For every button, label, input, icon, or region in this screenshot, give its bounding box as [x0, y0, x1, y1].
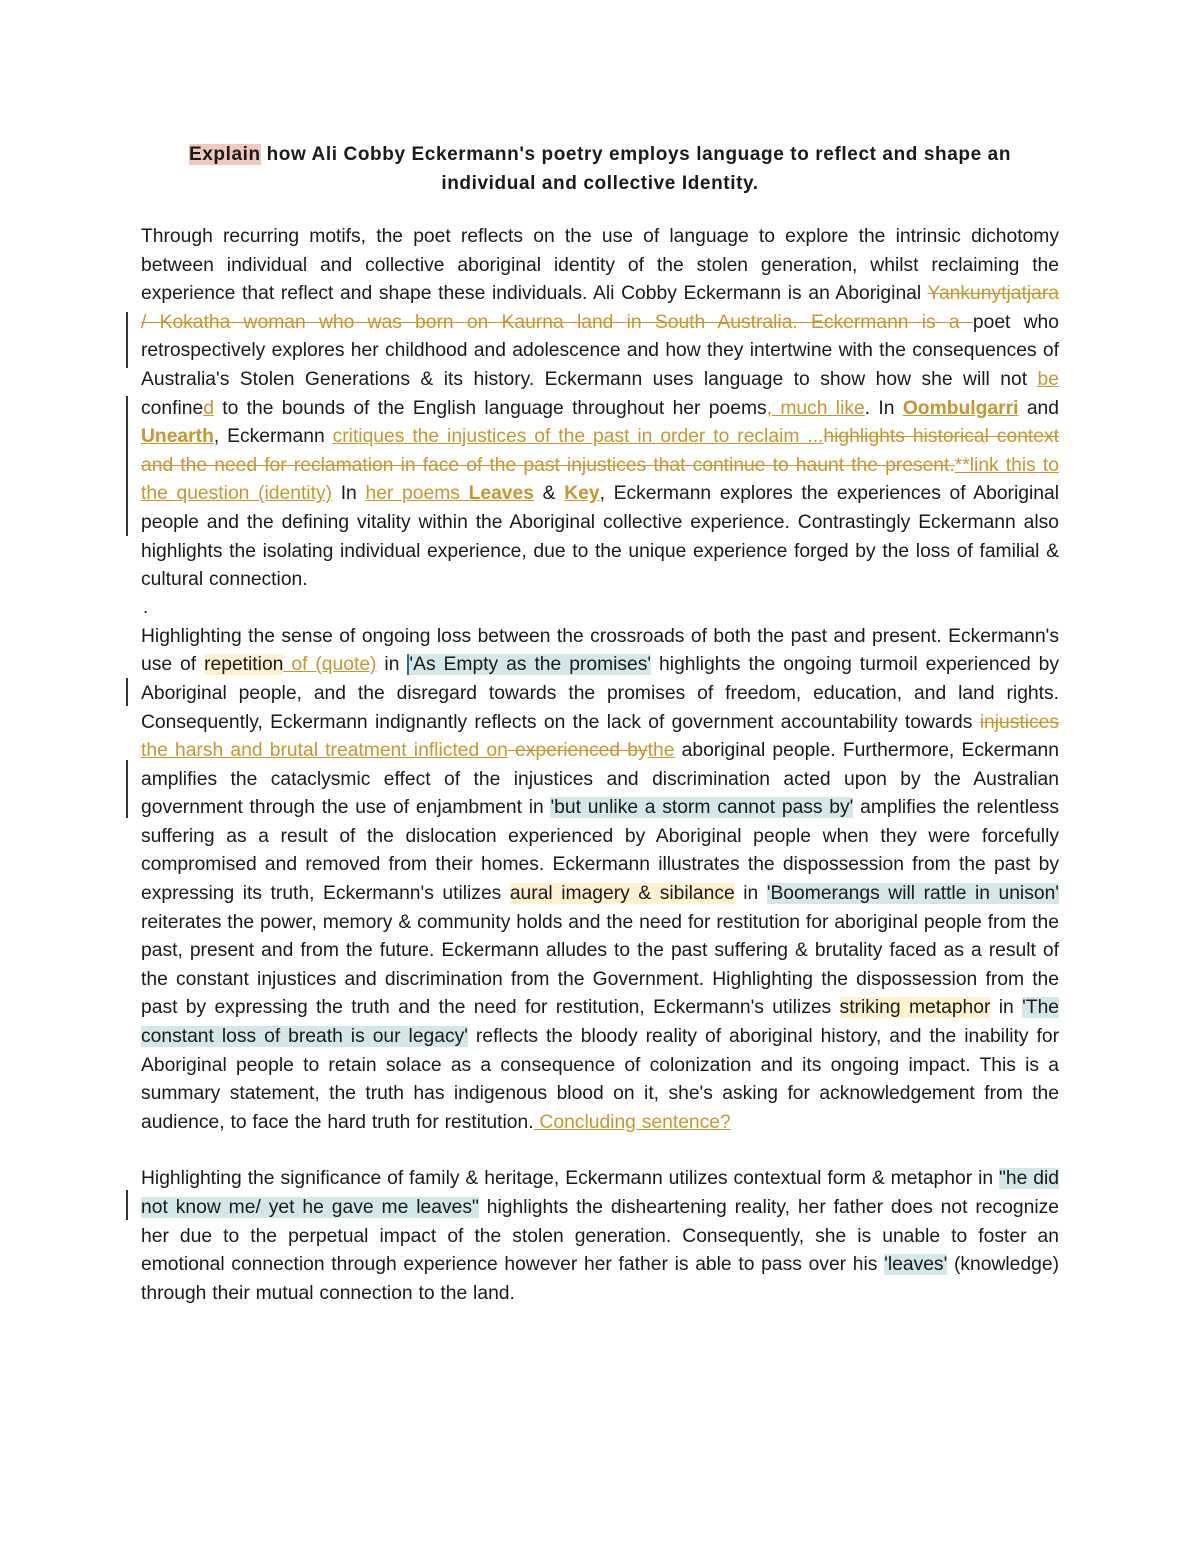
inserted-suggestion[interactable]: d [203, 397, 214, 419]
highlighted-keyword[interactable]: Explain [188, 144, 261, 165]
inserted-suggestion[interactable]: **link this to the question (identity) [141, 454, 1059, 505]
poem-title[interactable]: Leaves [468, 483, 534, 505]
inserted-suggestion[interactable]: be [1037, 368, 1059, 390]
poem-title[interactable]: Key [564, 483, 600, 505]
separator-dot: . [143, 596, 149, 618]
inserted-suggestion[interactable]: Concluding sentence? [533, 1111, 731, 1133]
quote-highlight[interactable]: 'leaves' [884, 1254, 948, 1276]
quote-highlight[interactable]: "he did not know me/ yet he gave me leaves" [141, 1168, 1059, 1218]
deleted-suggestion[interactable]: injustices [979, 711, 1059, 733]
quote-highlight[interactable]: 'but unlike a storm cannot pass by' [550, 797, 854, 819]
inserted-suggestion[interactable]: her poems [365, 483, 469, 505]
change-bar [126, 312, 128, 368]
technique-highlight[interactable]: striking metaphor [839, 997, 991, 1019]
quote-highlight[interactable]: 'The constant loss of breath is our legacy' [141, 997, 1060, 1048]
paragraph-gap [141, 1137, 1059, 1165]
deleted-suggestion[interactable]: experienced by [507, 740, 648, 762]
technique-highlight[interactable]: repetition [204, 654, 284, 676]
poem-title[interactable]: Oombulgarri [902, 397, 1019, 419]
inserted-suggestion[interactable]: critiques the injustices of the past in order to reclaim ... [332, 426, 824, 448]
change-bar [126, 1190, 128, 1220]
inserted-suggestion[interactable]: the harsh and brutal treatment inflicted on [141, 740, 508, 762]
poem-title[interactable]: Unearth [141, 426, 214, 448]
document-page [141, 140, 1059, 1308]
quote-highlight[interactable]: 'Boomerangs will rattle in unison' [766, 883, 1059, 905]
body-paragraph-1[interactable]: Highlighting the sense of ongoing loss between the crossroads of both the past and present. Eckermann's use of repetition of (quote) in 'As Empty as the promises' highlights the ongoing turmoil experienced by Aboriginal people, and the disregard towards the promises of freedom, education, and land rights. Consequently, Eckermann indignantly reflects on the lack of government accountability towards injustices the harsh and brutal treatment inflicted on experienced bythe aboriginal people. Furthermore, Eckermann amplifies the cataclysmic effect of the injustices and discrimination acted upon by the Australian government through the use of enjambment in 'but unlike a storm cannot pass by' amplifies the relentless suffering as a result of the dislocation experienced by Aboriginal people when they were forcefully compromised and removed from their homes. Eckermann illustrates the dispossession from the past by expressing its truth, Eckermann's utilizes aural imagery & sibilance in 'Boomerangs will rattle in unison' reiterates the power, memory & community holds and the need for restitution for aboriginal people from the past, present and from the future. Eckermann alludes to the past suffering & brutality faced as a result of the constant injustices and discrimination from the Government. Highlighting the dispossession from the past by expressing the truth and the need for restitution, Eckermann's utilizes striking metaphor in 'The constant loss of breath is our legacy' reflects the bloody reality of aboriginal history, and the inability for Aboriginal people to retain solace as a consequence of colonization and its ongoing impact. This is a summary statement, the truth has indigenous blood on it, she's asking for acknowledgement from the audience, to face the hard truth for restitution. Concluding sentence? [141, 625, 1060, 1133]
change-bar [126, 396, 128, 536]
essay-question: Explain how Ali Cobby Eckermann's poetry employs language to reflect and shape an individual and collective Identity. [188, 144, 1012, 194]
body-paragraph-2[interactable]: Highlighting the significance of family & heritage, Eckermann utilizes contextual form & metaphor in "he did not know me/ yet he gave me leaves" highlights the disheartening reality, her father does not recognize her due to the perpetual impact of the stolen generation. Consequently, she is unable to foster an emotional connection through experience however her father is able to pass over his 'leaves' (knowledge) through their mutual connection to the land. [141, 1168, 1060, 1304]
deleted-suggestion[interactable]: Yankunytjatjara / Kokatha woman who was born on Kaurna land in South Australia. Eckermann is a [141, 283, 1059, 333]
introduction-paragraph[interactable]: Through recurring motifs, the poet reflects on the use of language to explore the intrinsic dichotomy between individual and collective aboriginal identity of the stolen generation, whilst reclaiming the experience that reflect and shape these individuals. Ali Cobby Eckermann is an Aboriginal Yankunytjatjara / Kokatha woman who was born on Kaurna land in South Australia. Eckermann is a poet who retrospectively explores her childhood and adolescence and how they intertwine with the consequences of Australia's Stolen Generations & its history. Eckermann uses language to show how she will not be confined to the bounds of the English language throughout her poems, much like. In Oombulgarri and Unearth, Eckermann critiques the injustices of the past in order to reclaim ...highlights historical context and the need for reclamation in face of the past injustices that continue to haunt the present.**link this to the question (identity) In her poems Leaves & Key, Eckermann explores the experiences of Aboriginal people and the defining vitality within the Aboriginal collective experience. Contrastingly Eckermann also highlights the isolating individual experience, due to the unique experience forged by the loss of familial & cultural connection. [141, 226, 1060, 591]
technique-highlight[interactable]: aural imagery & sibilance [509, 883, 735, 905]
inserted-suggestion[interactable]: , much like [766, 397, 865, 419]
inserted-suggestion[interactable]: the [647, 740, 675, 762]
deleted-suggestion[interactable]: highlights historical context and the need for reclamation in face of the past injustices that continue to haunt the present. [141, 426, 1059, 476]
change-bar [126, 678, 128, 706]
quote-highlight[interactable]: 'As Empty as the promises' [409, 654, 652, 676]
change-bar [126, 760, 128, 818]
inserted-suggestion[interactable]: of (quote) [283, 654, 377, 676]
